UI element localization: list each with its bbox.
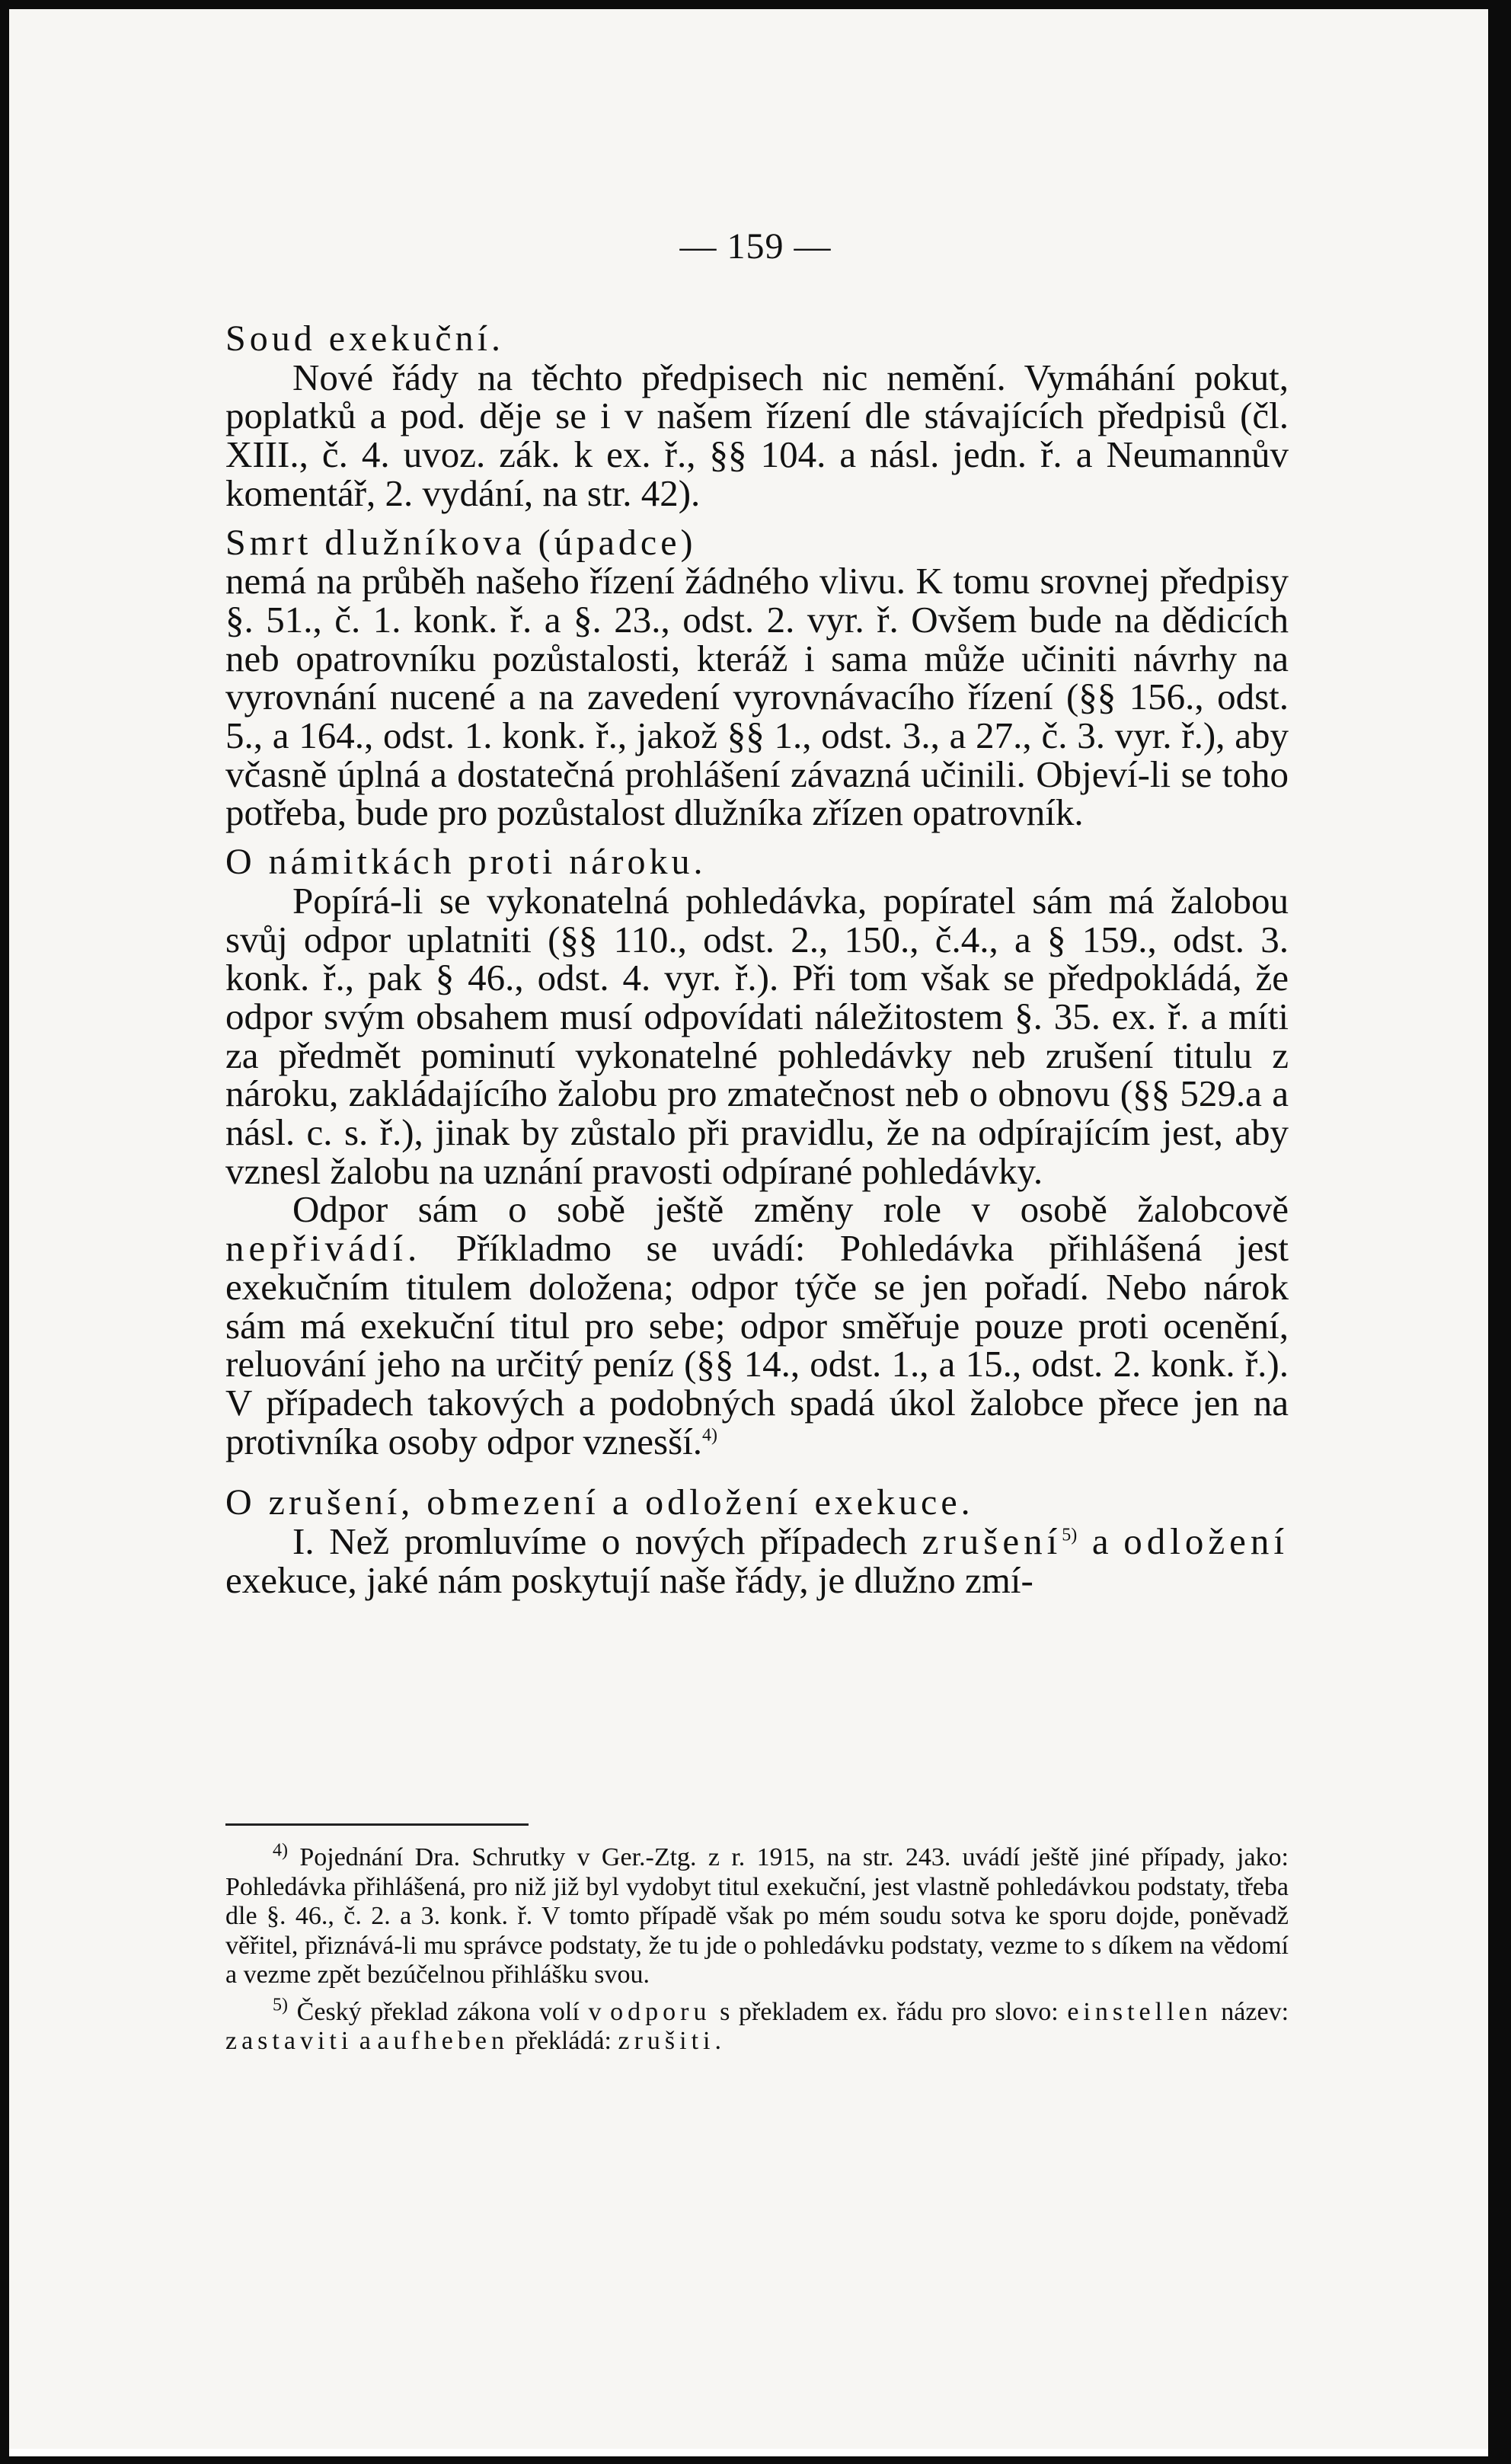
- footnote-ref-5: 5): [1062, 1525, 1078, 1545]
- footnote-5-text-e: překládá:: [515, 2027, 612, 2055]
- footnote-ref-4: 4): [702, 1425, 718, 1446]
- paragraph-zruseni-start: I. Než promluvíme o nových případech: [292, 1520, 908, 1563]
- paragraph-namitky-2-rest: Příkladmo se uvádí: Pohledávka přihlášená jest exekučním titulem doložena; odpor týče se jen pořadí. Nebo nárok sám má exekuční titul pro sebe; odpor směřuje pouze proti ocenění, reluování jeho na určitý peníz (§§ 14., odst. 1., a 15., odst. 2. konk. ř.). V případech takových a podobných spadá úkol žalobce přece jen na protivníka osoby odpor vznesší.: [225, 1227, 1289, 1462]
- scan-border-bottom: [0, 2456, 1511, 2464]
- spaced-word-zrusiti: zrušiti.: [618, 2027, 726, 2055]
- footnote-4-text: Pojednání Dra. Schrutky v Ger.-Ztg. z r. 1915, na str. 243. uvádí ještě jiné případy, jako: Pohledávka přihlášená, pro niž již byl vydobyt titul exekuční, jest vlastně pohledávkou podstaty, třeba dle §. 46., č. 2. a 3. konk. ř. V tomto případě však po mém soudu sotva ke sporu dojde, poněvadž věřitel, přiznává-li mu správce podstaty, že tu jde o pohledávku podstaty, vezme to s díkem na vědomí a vezme zpět bezúčelnou přihlášku svou.: [225, 1843, 1289, 1989]
- footnote-5-text-d: a: [359, 2027, 371, 2055]
- heading-smrt-dluznikova: Smrt dlužníkova (úpadce): [225, 522, 697, 563]
- body-text: [225, 320, 1289, 1600]
- footnote-5-marker: 5): [273, 1995, 288, 2015]
- paragraph-smrt: nemá na průběh našeho řízení žádného vlivu. K tomu srovnej předpisy §. 51., č. 1. konk. ř. a §. 23., odst. 2. vyr. ř. Ovšem bude na dědicích neb opatrovníku pozůstalosti, kteráž i sama může učiniti návrhy na vyrovnání nucené a na zavedení vyrovnávacího řízení (§§ 156., odst. 5., a 164., odst. 1. konk. ř., jakož §§ 1., odst. 3., a 27., č. 3. vyr. ř.), aby včasně úplná a dostatečná prohlášení závazná učinili. Objeví-li se toho potřeba, bude pro pozůstalost dlužníka zřízen opatrovník.: [225, 560, 1289, 834]
- footnote-5: [225, 1995, 1289, 2057]
- heading-zruseni: O zrušení, obmezení a odložení exekuce.: [225, 1482, 974, 1523]
- spaced-word-zastaviti: zastaviti: [225, 2027, 353, 2055]
- scan-border-left: [0, 0, 9, 2464]
- spaced-word-einstellen: einstellen: [1067, 1997, 1212, 2026]
- footnote-5-text-b: s překladem ex. řádu pro slovo:: [720, 1997, 1059, 2026]
- page-number: — 159 —: [679, 226, 832, 267]
- spaced-word-odlozeni: odložení: [1123, 1520, 1289, 1563]
- paragraph-namitky-1: Popírá-li se vykonatelná pohledávka, popíratel sám má žalobou svůj odpor uplatniti (§§ 110., odst. 2., 150., č.4., a § 159., odst. 3. konk. ř., pak § 46., odst. 4. vyr. ř.). Při tom však se předpokládá, že odpor svým obsahem musí odpovídati náležitostem §. 35. ex. ř. a míti za předmět pominutí vykonatelné pohledávky neb zrušení titulu z nároku, zakládajícího žalobu pro zmatečnost neb o obnovu (§§ 529.a a násl. c. s. ř.), jinak by zůstalo při pravidlu, že na odpírajícím jest, aby vznesl žalobu na uznání pravosti odpírané pohledávky.: [225, 879, 1289, 1192]
- footnote-5-text-a: Český překlad zákona volí v: [296, 1997, 602, 2026]
- spaced-word-zruseni: zrušení: [922, 1520, 1062, 1563]
- footnote-separator: [225, 1823, 529, 1826]
- paragraph-zruseni: [225, 1520, 1289, 1601]
- paragraph-namitky-2-start: Odpor sám o sobě ještě změny role v osobě žalobcově: [292, 1188, 1289, 1231]
- paragraph-zruseni-rest: exekuce, jaké nám poskytují naše řády, je dlužno zmí-: [225, 1558, 1033, 1601]
- footnote-4: [225, 1840, 1289, 1990]
- spaced-word-aufheben: aufheben: [377, 2027, 509, 2055]
- spaced-word-neprivadi: nepřivádí.: [225, 1227, 422, 1270]
- scan-border-right: [1488, 0, 1511, 2464]
- paragraph-zruseni-a: a: [1091, 1520, 1109, 1563]
- spaced-word-odporu: odporu: [610, 1997, 711, 2026]
- paragraph-soud: Nové řády na těchto předpisech nic nemění. Vymáhání pokut, poplatků a pod. děje se i v našem řízení dle stávajících předpisů (čl. XIII., č. 4. uvoz. zák. k ex. ř., §§ 104. a násl. jedn. ř. a Neumannův komentář, 2. vydání, na str. 42).: [225, 356, 1289, 514]
- scan-border-top: [0, 0, 1511, 9]
- paragraph-namitky-2: [225, 1190, 1289, 1461]
- footnotes: [225, 1840, 1289, 2064]
- heading-soud-exekucni: Soud exekuční.: [225, 318, 504, 359]
- footnote-4-marker: 4): [273, 1840, 288, 1861]
- heading-namitky: O námitkách proti nároku.: [225, 842, 707, 883]
- footnote-5-text-c: název:: [1221, 1997, 1289, 2026]
